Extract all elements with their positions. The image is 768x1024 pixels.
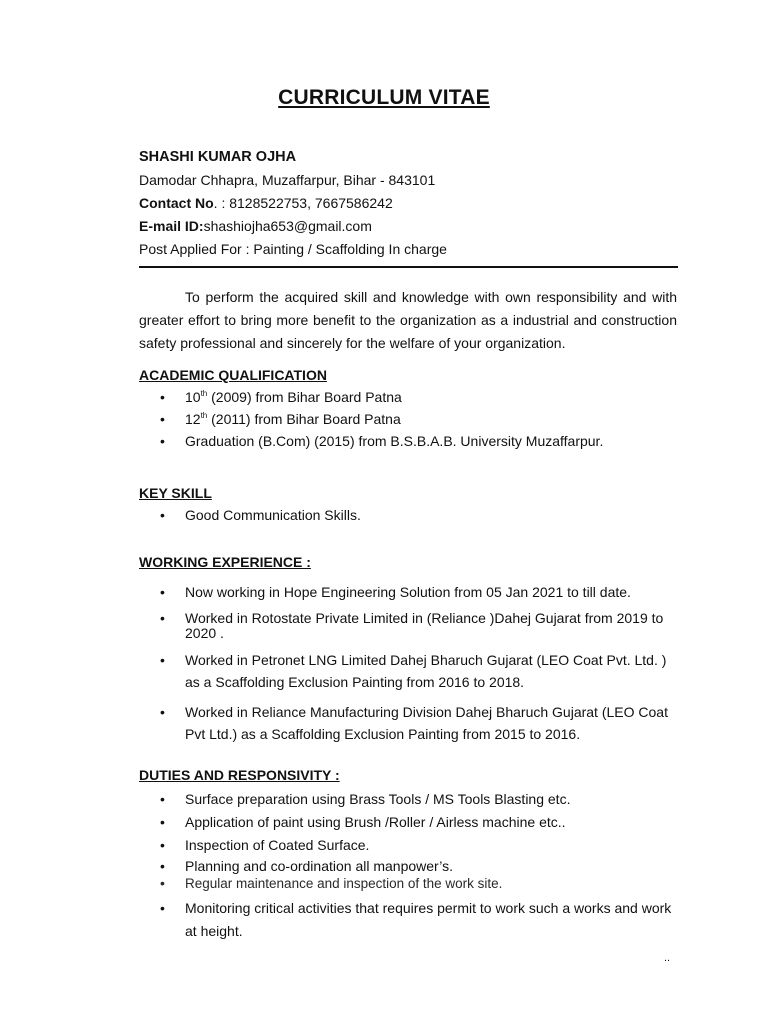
list-item: • Worked in Reliance Manufacturing Division Dahej Bharuch Gujarat (LEO Coat Pvt Ltd.) as a Scaffolding Exclusion Painting from 2015 to 2016. [139,701,679,745]
duties-section [139,765,679,943]
bullet-icon: • [160,610,165,626]
academic-section [139,365,679,452]
header-divider [139,266,678,268]
bullet-icon: • [160,858,165,874]
list-item: • 10th (2009) from Bihar Board Patna [139,386,679,408]
bullet-icon: • [160,433,165,449]
list-item: • 12th (2011) from Bihar Board Patna [139,408,679,430]
contact-label: Contact No [139,195,214,211]
bullet-icon: • [160,389,165,405]
list-item: • Worked in Rotostate Private Limited in (Reliance )Dahej Gujarat from 2019 to 2020 . [160,610,664,641]
list-item: • Planning and co-ordination all manpower’s. [160,858,453,874]
email-value: shashiojha653@gmail.com [203,218,372,234]
list-item: • Now working in Hope Engineering Solution from 05 Jan 2021 to till date. [139,581,679,603]
duties-heading: DUTIES AND RESPONSIVITY : [139,767,340,783]
list-item: • Monitoring critical activities that requires permit to work such a works and work at height. [139,897,679,943]
bullet-icon: • [160,837,165,853]
objective-paragraph: To perform the acquired skill and knowledge with own responsibility and with greater effort to bring more benefit to the organization as a industrial and construction safety professional and sincerely for the welfare of your organization. [139,289,677,351]
bullet-icon: • [160,875,165,891]
list-item: • Worked in Petronet LNG Limited Dahej Bharuch Gujarat (LEO Coat Pvt. Ltd. ) as a Scaffolding Exclusion Painting from 2016 to 2018. [139,649,679,693]
contact-value: . : 8128522753, 7667586242 [213,195,393,211]
list-item: • Inspection of Coated Surface. [139,834,679,856]
bullet-icon: • [160,652,165,668]
bullet-icon: • [160,584,165,600]
contact-header [139,146,679,261]
bullet-icon: • [160,704,165,720]
address-line: Damodar Chhapra, Muzaffarpur, Bihar - 843101 [139,172,436,188]
list-item: • Surface preparation using Brass Tools / MS Tools Blasting etc. [139,788,679,810]
experience-heading: WORKING EXPERIENCE : [139,554,311,570]
bullet-icon: • [160,900,165,916]
candidate-name: SHASHI KUMAR OJHA [139,149,297,165]
list-item: • Application of paint using Brush /Roller / Airless machine etc.. [139,811,679,833]
bullet-icon: • [160,791,165,807]
email-line [139,215,679,238]
email-label: E-mail ID: [139,218,204,234]
document-title: CURRICULUM VITAE [278,86,490,109]
list-item: • Good Communication Skills. [139,504,679,526]
experience-section [139,552,679,753]
bullet-icon: • [160,814,165,830]
footer-mark: .. [664,952,671,964]
academic-heading: ACADEMIC QUALIFICATION [139,367,327,383]
list-item: • Regular maintenance and inspection of the work site. [160,875,503,891]
list-item: • Graduation (B.Com) (2015) from B.S.B.A.B. University Muzaffarpur. [139,430,679,452]
key-skill-section [139,483,679,526]
bullet-icon: • [160,507,165,523]
contact-line [139,192,679,215]
post-applied-line: Post Applied For : Painting / Scaffolding In charge [139,241,447,257]
key-skill-heading: KEY SKILL [139,485,212,501]
bullet-icon: • [160,411,165,427]
